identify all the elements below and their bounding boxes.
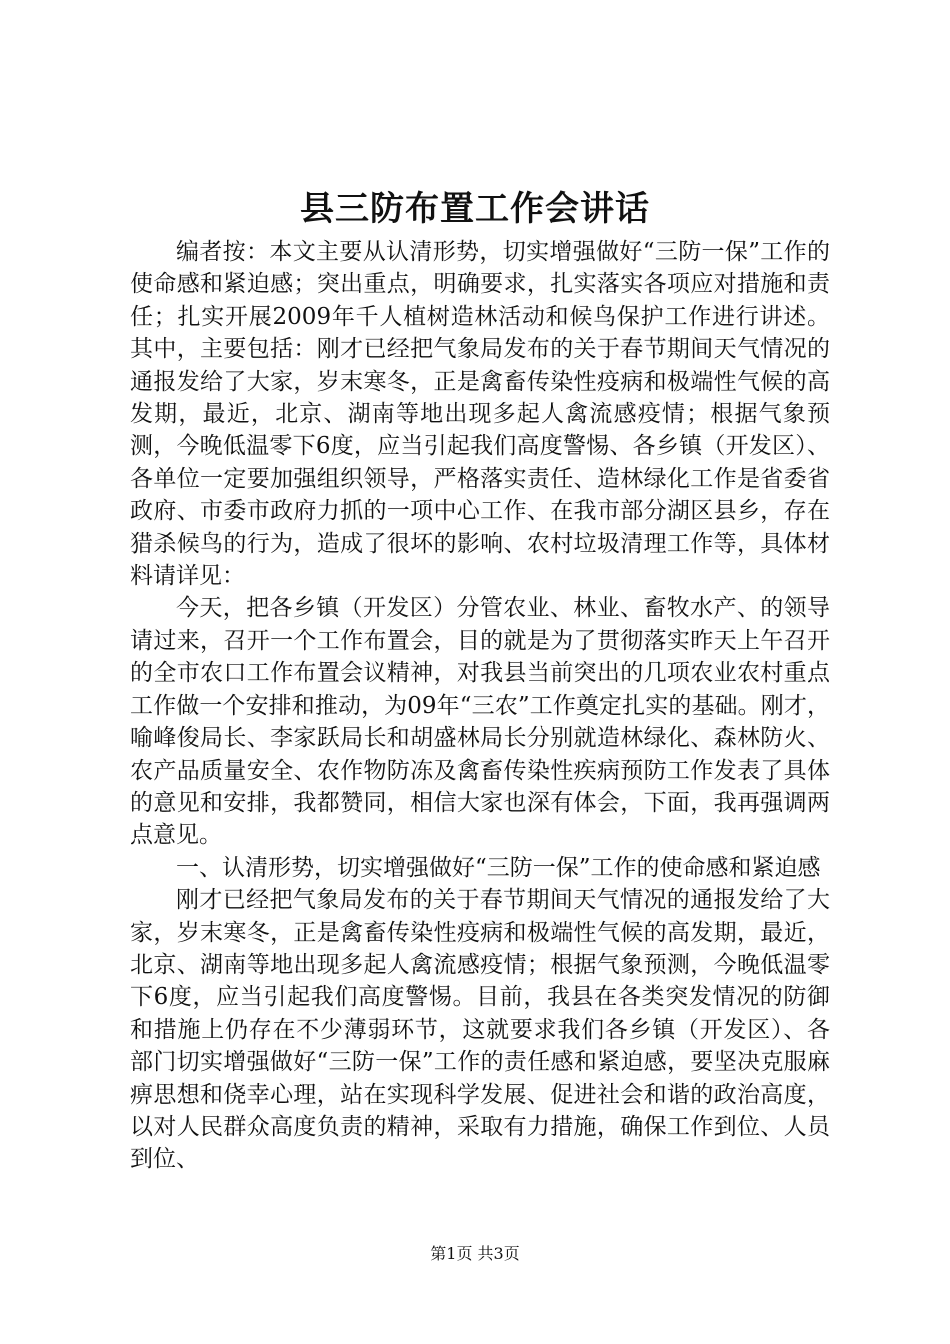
- page-footer: 第1页 共3页: [430, 1244, 520, 1263]
- document-title: 县三防布置工作会讲话: [300, 189, 650, 229]
- editor-note-paragraph: 编者按：本文主要从认清形势，切实增强做好“三防一保”工作的使命感和紧迫感；突出重点，明确要求，扎实落实各项应对措施和责任；扎实开展2009年千人植树造林活动和候鸟保护工作进行讲述。其中，主要包括：刚才已经把气象局发布的关于春节期间天气情况的通报发给了大家，岁末寒冬，正是禽畜传染性疫病和极端性气候的高发期，最近，北京、湖南等地出现多起人禽流感疫情；根据气象预测，今晚低温零下6度，应当引起我们高度警惕、各乡镇（开发区）、各单位一定要加强组织领导，严格落实责任、造林绿化工作是省委省政府、市委市政府力抓的一项中心工作、在我市部分湖区县乡，存在猎杀候鸟的行为，造成了很坏的影响、农村垃圾清理工作等，具体材料请详见：: [130, 239, 830, 590]
- body-paragraph: 今天，把各乡镇（开发区）分管农业、林业、畜牧水产、的领导请过来，召开一个工作布置会，目的就是为了贯彻落实昨天上午召开的全市农口工作布置会议精神，对我县当前突出的几项农业农村重点工作做一个安排和推动，为09年“三农”工作奠定扎实的基础。刚才，喻峰俊局长、李家跃局长和胡盛林局长分别就造林绿化、森林防火、农产品质量安全、农作物防冻及禽畜传染性疾病预防工作发表了具体的意见和安排，我都赞同，相信大家也深有体会，下面，我再强调两点意见。: [130, 595, 830, 849]
- document-body: [130, 236, 830, 1176]
- section-heading: 一、认清形势，切实增强做好“三防一保”工作的使命感和紧迫感: [176, 854, 821, 881]
- body-paragraph: 刚才已经把气象局发布的关于春节期间天气情况的通报发给了大家，岁末寒冬，正是禽畜传染性疫病和极端性气候的高发期，最近，北京、湖南等地出现多起人禽流感疫情；根据气象预测，今晚低温零下6度，应当引起我们高度警惕。目前，我县在各类突发情况的防御和措施上仍存在不少薄弱环节，这就要求我们各乡镇（开发区）、各部门切实增强做好“三防一保”工作的责任感和紧迫感，要坚决克服麻痹思想和侥幸心理，站在实现科学发展、促进社会和谐的政治高度，以对人民群众高度负责的精神，采取有力措施，确保工作到位、人员到位、: [130, 887, 830, 1173]
